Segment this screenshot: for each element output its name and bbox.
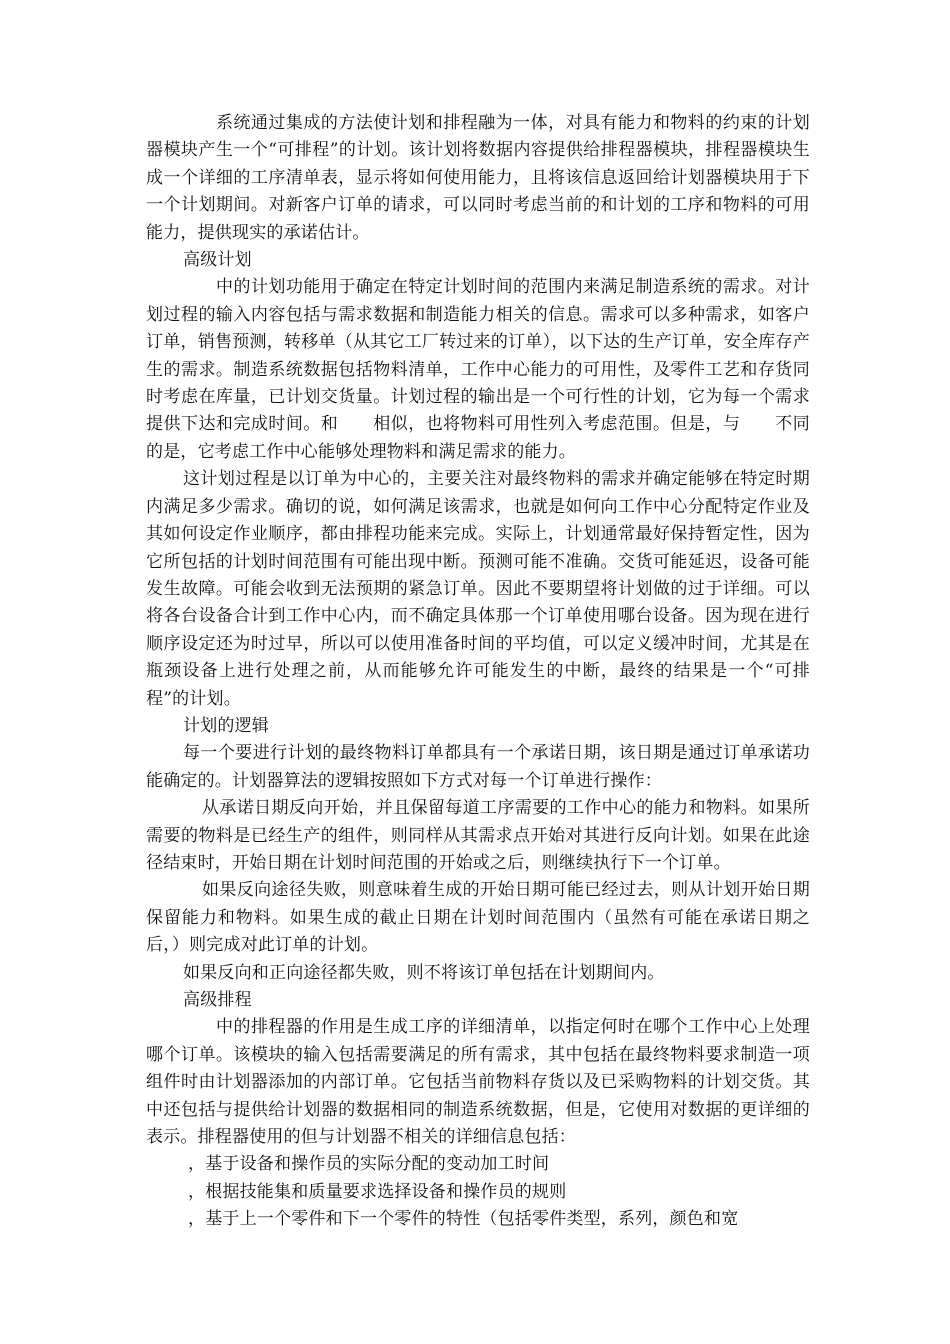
- heading-advanced-scheduling: 高级排程: [183, 990, 252, 1010]
- list-item: ，根据技能集和质量要求选择设备和操作员的规则: [188, 1181, 567, 1202]
- paragraph-order-centric: 这计划过程是以订单为中心的，主要关注对最终物料的需求并确定能够在特定时期内满足多少需求。确切的说，如何满足该需求，也就是如何向工作中心分配特定作业及其如何设定作业顺序，都由排程功能来完成。实际上，计划通常最好保持暂定性，因为它所包括的计划时间范围有可能出现中断。预测可能不准确。交货可能延迟，设备可能发生故障。可能会收到无法预期的紧急订单。因此不要期望将计划做的过于详细。可以将各台设备合计到工作中心内，而不确定具体那一个订单使用哪台设备。因为现在进行顺序设定还为时过早，所以可以使用准备时间的平均值，可以定义缓冲时间，尤其是在瓶颈设备上进行处理之前，从而能够允许可能发生的中断，最终的结果是一个“可排程”的计划。: [146, 469, 810, 709]
- paragraph-promise-date: 每一个要进行计划的最终物料订单都具有一个承诺日期，该日期是通过订单承诺功能确定的。计划器算法的逻辑按照如下方式对每一个订单进行操作：: [146, 743, 810, 791]
- list-item: ，基于设备和操作员的实际分配的变动加工时间: [188, 1154, 550, 1175]
- paragraph-scheduler-role: 中的排程器的作用是生成工序的详细清单，以指定何时在哪个工作中心上处理哪个订单。该模块的输入包括需要满足的所有需求，其中包括在最终物料要求制造一项组件时由计划器添加的内部订单。它包括当前物料存货以及已采购物料的计划交货。其中还包括与提供给计划器的数据相同的制造系统数据，但是，它使用对数据的更详细的表示。排程器使用的但与计划器不相关的详细信息包括：: [146, 1017, 810, 1148]
- document-page: [146, 110, 810, 1234]
- heading-advanced-planning: 高级计划: [183, 250, 252, 271]
- paragraph-forward-pass: 如果反向途径失败，则意味着生成的开始日期可能已经过去，则从计划开始日期保留能力和物料。如果生成的截止日期在计划时间范围内（虽然有可能在承诺日期之后，）则完成对此订单的计划。: [146, 880, 810, 956]
- paragraph-integration: 系统通过集成的方法使计划和排程融为一体，对具有能力和物料的约束的计划器模块产生一个“可排程”的计划。该计划将数据内容提供给排程器模块，排程器模块生成一个详细的工序清单表，显示将如何使用能力，且将该信息返回给计划器模块用于下一个计划期间。对新客户订单的请求，可以同时考虑当前的和计划的工序和物料的可用能力，提供现实的承诺估计。: [146, 113, 810, 243]
- paragraph-planning-function: 中的计划功能用于确定在特定计划时间的范围内来满足制造系统的需求。对计划过程的输入内容包括与需求数据和制造能力相关的信息。需求可以多种需求，如客户订单，销售预测，转移单（从其它工厂转过来的订单），以下达的生产订单，安全库存产生的需求。制造系统数据包括物料清单，工作中心能力的可用性，及零件工艺和存货同时考虑在库量，已计划交货量。计划过程的输出是一个可行性的计划，它为每一个需求提供下达和完成时间。和 相似，也将物料可用性列入考虑范围。但是，与 不同的是，它考虑工作中心能够处理物料和满足需求的能力。: [146, 277, 810, 462]
- heading-planning-logic: 计划的逻辑: [183, 715, 269, 736]
- paragraph-both-fail: 如果反向和正向途径都失败，则不将该订单包括在计划期间内。: [183, 962, 665, 983]
- list-item: ，基于上一个零件和下一个零件的特性（包括零件类型，系列，颜色和宽: [188, 1209, 739, 1230]
- paragraph-backward-pass: 从承诺日期反向开始，并且保留每道工序需要的工作中心的能力和物料。如果所需要的物料是已经生产的组件，则同样从其需求点开始对其进行反向计划。如果在此途径结束时，开始日期在计划时间范围的开始或之后，则继续执行下一个订单。: [146, 798, 810, 873]
